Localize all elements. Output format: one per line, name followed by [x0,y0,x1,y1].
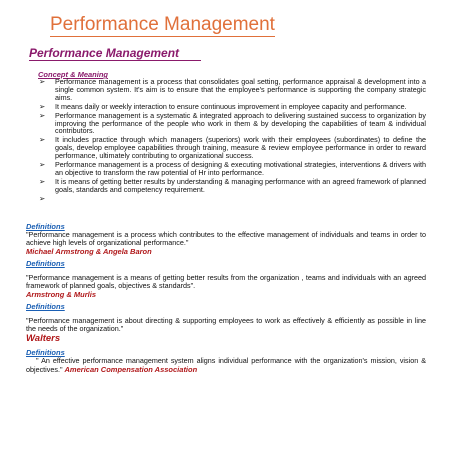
list-item [39,136,426,160]
definition-heading: Definitions [26,302,65,311]
definition-text: "Performance management is a process which contributes to the effective management of individuals and teams in order to achieve high levels of organizational performance." [26,230,426,247]
definition-block [26,302,426,344]
list-item [39,78,426,102]
definition-block [26,348,426,374]
bullet-text: It means daily or weekly interaction to ensure continuous improvement in employee capacity and performance. [55,101,407,111]
definition-heading: Definitions [26,348,65,357]
definition-author: Armstrong & Murlis [26,290,97,299]
definition-text: "Performance management is a means of getting better results from the organization , teams and individuals with an agreed framework of planned goals, objectives & standards". [26,273,426,290]
bullet-text: It includes practice through which managers (superiors) work with their employees (subordinates) to define the goals, develop employee capabilities through training, measure & review employee performance in order to reward performance, ultimately contributing to organizational success. [55,135,426,161]
bullet-text: It is means of getting better results by understanding & managing performance with an agreed framework of planned goals, standards and competency requirement. [55,176,426,194]
definition-block [26,259,426,299]
list-item [39,161,426,177]
arrow-bullet-icon: ➢ [39,193,46,203]
definition-text: "Performance management is about directing & supporting employees to work as effectively & efficiently as possible in line the needs of the organization." [26,316,426,333]
definition-text [26,357,426,374]
list-item [39,103,426,111]
bullet-list [39,77,426,203]
bullet-text: Performance management is a process of designing & executing motivational strategies, interventions & drivers with an objective to transform the raw potential of Hr into performance. [55,160,426,177]
arrow-bullet-icon: ➢ [39,135,46,145]
section-title: Performance Management [29,46,201,61]
arrow-bullet-icon: ➢ [39,110,46,120]
definition-author: American Compensation Association [64,365,198,374]
bullet-text: Performance management is a process that consolidates goal setting, performance appraisal & development into a single common system. It's aim is to ensure that the employee's performance is supporting the company strategic aims. [55,77,426,102]
arrow-bullet-icon: ➢ [39,176,46,186]
definition-author: Walters [26,333,61,344]
list-item [39,112,426,136]
list-item [39,178,426,194]
arrow-bullet-icon: ➢ [39,77,46,86]
arrow-bullet-icon: ➢ [39,160,46,170]
bullet-text: Performance management is a systematic & integrated approach to delivering sustained success to organization by improving the performance of the people who work in them & by developing the capabilities of team & individual contributors. [55,110,426,136]
definition-heading: Definitions [26,222,65,231]
page-title: Performance Management [50,14,275,35]
definition-heading: Definitions [26,259,65,268]
concept-heading: Concept & Meaning [38,70,109,79]
arrow-bullet-icon: ➢ [39,101,46,111]
definition-author: Michael Armstrong & Angela Baron [26,247,152,256]
definition-block [26,222,426,256]
definition-quote: " An effective performance management system aligns individual performance with the organization's mission, vision & objectives." [26,356,426,374]
